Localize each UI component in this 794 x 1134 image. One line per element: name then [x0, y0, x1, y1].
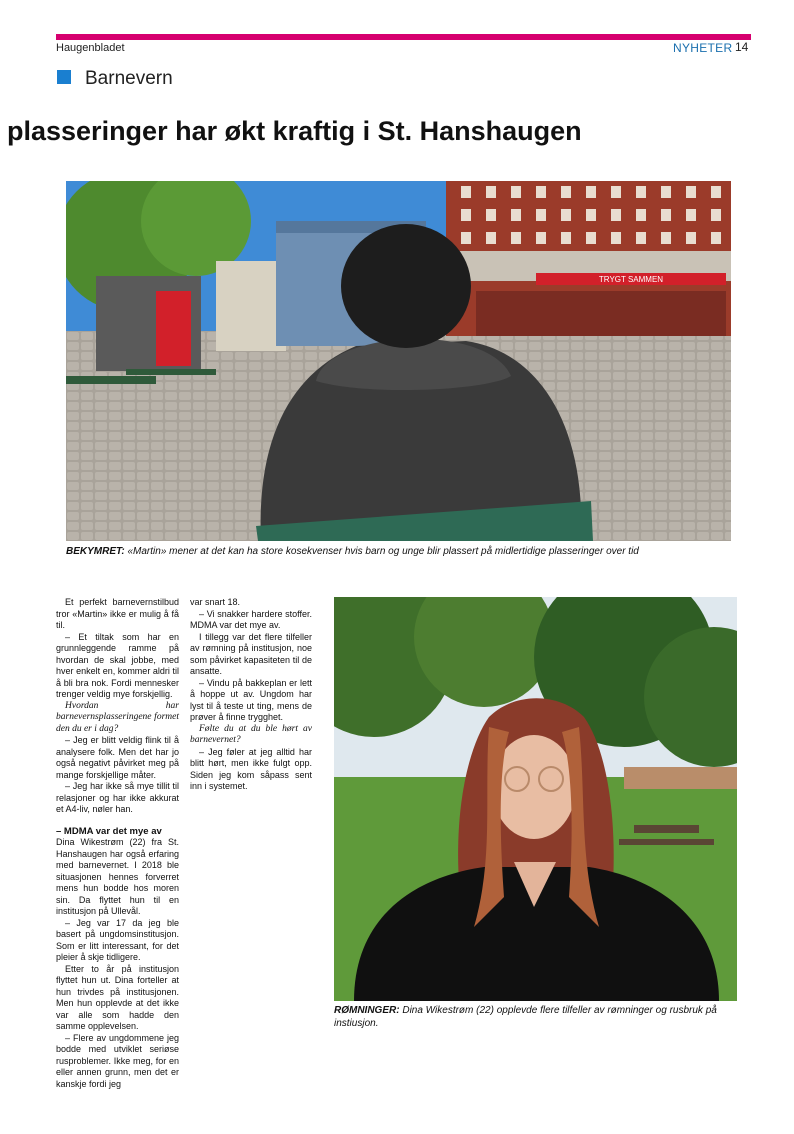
- col2-question-1: Følte du at du ble hørt av barnevernet?: [190, 723, 312, 745]
- header-accent-bar: [56, 34, 751, 40]
- rubric-square-icon: [57, 70, 71, 84]
- col1-subhead: – MDMA var det mye av: [56, 825, 162, 837]
- photo2-caption: [334, 1004, 754, 1030]
- col1-paragraph-4: – Jeg har ikke så mye tillit til relasjoner og har ikke akkurat et A4-liv, nøler han.: [56, 781, 179, 814]
- col1-paragraph-5: Dina Wikestrøm (22) fra St. Hanshaugen har også erfaring med barnevernet. I 2018 ble situasjonen hennes forverret mens hun bodde hos moren sin. Da flyttet hun til en institusjon på Ullevål.: [56, 837, 179, 916]
- section-label: NYHETER: [673, 41, 733, 55]
- publication-name: Haugenbladet: [56, 42, 125, 54]
- building-sign-text: TRYGT SAMMEN: [598, 275, 664, 284]
- col2-paragraph-4: – Vindu på bakkeplan er lett å hoppe ut av. Ungdom har lyst til å teste ut ting, mens de prøver å finne trygghet.: [190, 677, 312, 722]
- rubric-label: Barnevern: [85, 68, 173, 89]
- col1-paragraph-7: Etter to år på institusjon flyttet hun ut. Dina forteller at hun trivdes på institusjonen. Men hun opplevde at det ikke var alle som hadde den samme opplevelsen.: [56, 963, 179, 1031]
- photo1-caption: [66, 545, 731, 558]
- col1-paragraph-1: Et perfekt barnevernstilbud tror «Martin» ikke er mulig å få til.: [56, 597, 179, 630]
- article-column-1: [56, 597, 179, 1090]
- photo-city-square: [66, 181, 731, 541]
- col2-paragraph-5: – Jeg føler at jeg alltid har blitt hørt, men ikke fulgt opp. Siden jeg kom såpass sent inn i systemet.: [190, 746, 312, 791]
- photo1-caption-label: BEKYMRET:: [66, 546, 125, 557]
- photo2-caption-label: RØMNINGER:: [334, 1005, 400, 1016]
- headline: plasseringer har økt kraftig i St. Hanshaugen: [7, 116, 582, 146]
- col1-paragraph-6: – Jeg var 17 da jeg ble basert på ungdomsinstitusjon. Som er litt interessant, for det pleier å skje tidligere.: [56, 917, 179, 962]
- photo2-caption-text: Dina Wikestrøm (22) opplevde flere tilfeller av rømninger og rusbruk på instiusjon.: [334, 1005, 717, 1029]
- col1-paragraph-8: – Flere av ungdommene jeg bodde med utviklet seriøse rusproblemer. Ikke meg, for en eller annen grunn, men det er kanskje fordi jeg: [56, 1032, 179, 1089]
- page-number: 14: [735, 40, 749, 54]
- photo-portrait-park: [334, 597, 737, 1001]
- col2-paragraph-1: var snart 18.: [190, 597, 241, 607]
- col1-question-1: Hvordan har barnevernsplasseringene formet den du er i dag?: [56, 700, 179, 734]
- article-column-2: [190, 597, 312, 793]
- col1-paragraph-2: – Et tiltak som har en grunnleggende ramme på hvordan de skal jobbe, med hver enkelt en, kommer aldri til å bli bra nok. Fordi mennesker trenger veldig mye forskjellig.: [56, 631, 179, 699]
- photo1-caption-text: «Martin» mener at det kan ha store kosekvenser hvis barn og unge blir plassert på midlertidige plasseringer over tid: [124, 546, 639, 557]
- col2-paragraph-3: I tillegg var det flere tilfeller av rømning på institusjon, noe som påvirket kapasiteten til de ansatte.: [190, 631, 312, 676]
- col1-paragraph-3: – Jeg er blitt veldig flink til å analysere folk. Men det har jo også negativt påvirket meg på mange forskjellige måter.: [56, 735, 179, 780]
- col2-paragraph-2: – Vi snakker hardere stoffer. MDMA var det mye av.: [190, 608, 312, 630]
